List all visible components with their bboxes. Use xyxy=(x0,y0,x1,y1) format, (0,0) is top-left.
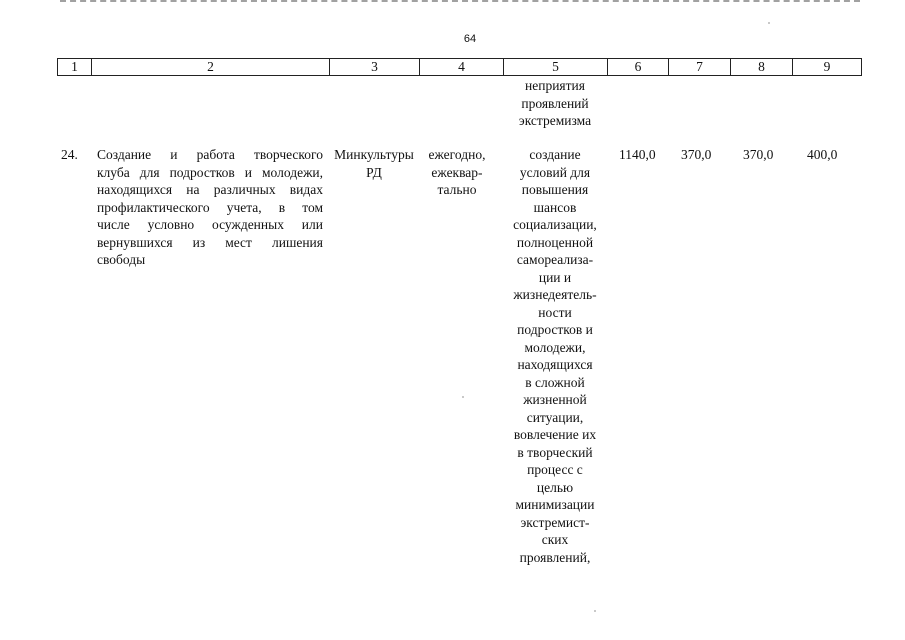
header-col-6: 6 xyxy=(607,59,668,75)
result-line: вовлечение их xyxy=(513,427,597,442)
description-line: клуба для подростков и молодежи, xyxy=(97,164,323,180)
description-line: числе условно осужденных или xyxy=(97,217,323,232)
total-funding: 1140,0 xyxy=(619,147,656,162)
result-line: в творческий xyxy=(517,444,593,460)
description-line: вернувшихся из мест лишения xyxy=(97,234,323,250)
table-header-row xyxy=(57,58,862,76)
executor-line: РД xyxy=(366,164,382,180)
result-line: ситуации, xyxy=(526,409,584,425)
result-line: подростков и xyxy=(517,322,593,337)
measure-description xyxy=(97,146,323,269)
result-line: молодежи, xyxy=(524,339,586,355)
description-line: свободы xyxy=(97,252,146,267)
page-number: 64 xyxy=(463,33,477,45)
result-line: самореализа- xyxy=(516,252,594,267)
result-line: процесс с xyxy=(527,462,583,477)
funding-year-2: 370,0 xyxy=(743,147,774,162)
description-line: Создание и работа творческого xyxy=(97,147,323,162)
period-cell xyxy=(419,146,495,199)
header-col-1: 1 xyxy=(57,59,91,75)
executor-cell xyxy=(325,146,423,181)
header-col-2: 2 xyxy=(91,59,329,75)
result-line: проявлений, xyxy=(519,549,591,565)
result-line: ности xyxy=(538,304,572,320)
funding-year-3: 400,0 xyxy=(807,147,838,162)
result-line: минимизации xyxy=(515,497,595,512)
header-col-3: 3 xyxy=(329,59,419,75)
continued-result-line: проявлений xyxy=(521,95,589,111)
scan-speck xyxy=(768,22,770,24)
result-line: повышения xyxy=(521,182,589,197)
result-line: находящихся xyxy=(517,357,593,372)
period-line: ежеквар- xyxy=(431,164,483,180)
period-line: тально xyxy=(437,182,477,197)
result-line: экстремист- xyxy=(520,514,590,530)
executor-line: Минкультуры xyxy=(334,147,414,162)
result-line: жизнедеятель- xyxy=(513,287,597,302)
result-line: социализации, xyxy=(513,217,597,232)
period-line: ежегодно, xyxy=(428,147,486,162)
result-line: полноценной xyxy=(516,234,594,250)
scan-speck xyxy=(462,396,464,398)
description-line: профилактического учета, в том xyxy=(97,199,323,215)
result-line: жизненной xyxy=(523,392,587,407)
result-line: целью xyxy=(536,479,574,495)
header-col-9: 9 xyxy=(792,59,862,75)
expected-result-cell xyxy=(503,146,607,566)
header-col-4: 4 xyxy=(419,59,503,75)
scan-top-edge xyxy=(60,0,860,4)
result-line: шансов xyxy=(533,199,577,215)
continued-result-line: неприятия xyxy=(525,78,585,93)
result-line: ции и xyxy=(538,269,572,285)
continued-result-line: экстремизма xyxy=(518,113,592,128)
result-line: в сложной xyxy=(525,374,585,390)
header-col-7: 7 xyxy=(668,59,730,75)
continued-result-cell xyxy=(503,77,607,130)
row-number: 24. xyxy=(61,147,78,162)
description-line: находящихся на различных видах xyxy=(97,182,323,197)
scan-speck xyxy=(594,610,596,612)
result-line: создание xyxy=(529,147,581,162)
header-col-5: 5 xyxy=(503,59,607,75)
result-line: ских xyxy=(541,532,569,547)
funding-year-1: 370,0 xyxy=(681,147,712,162)
result-line: условий для xyxy=(519,164,591,180)
header-col-8: 8 xyxy=(730,59,792,75)
